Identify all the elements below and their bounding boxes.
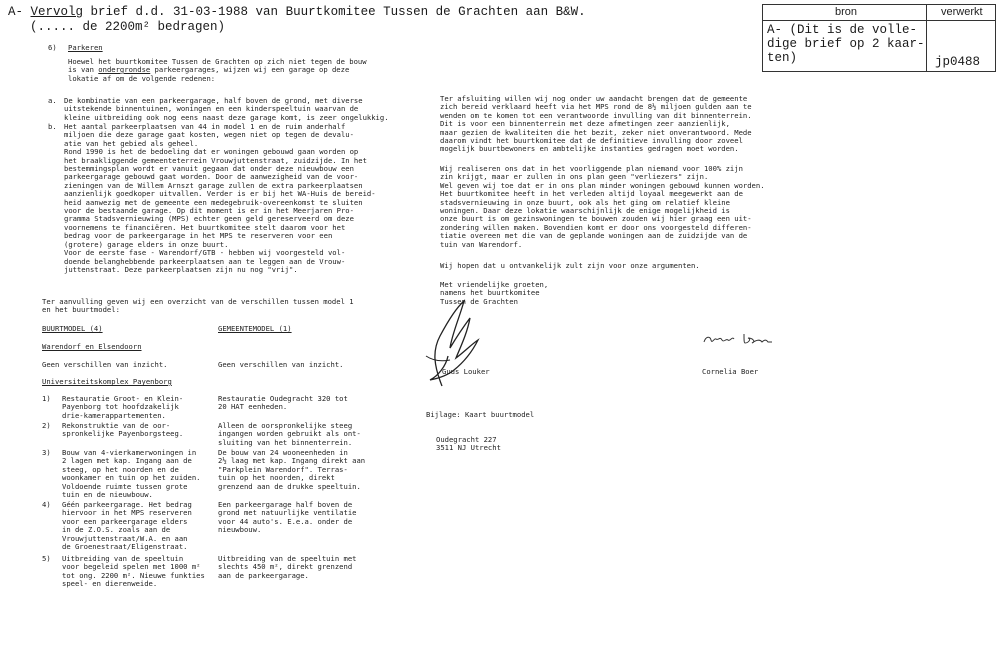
heading-prefix: A-: [8, 5, 31, 19]
heading-underlined: Vervolg: [30, 5, 84, 19]
closing-greeting: Met vriendelijke groeten, namens het buurtkomitee Tussen de Grachten: [440, 280, 549, 306]
signature-drawing-2: [700, 330, 780, 348]
overview-text: Ter aanvulling geven wij een overzicht van de verschillen tussen model 1 en het buurtmodel:: [42, 297, 354, 315]
row-5-num: 5): [42, 554, 51, 563]
intro-line-3: lokatie af om de volgende redenen:: [68, 74, 216, 83]
attachment-line: Bijlage: Kaart buurtmodel: [426, 410, 535, 419]
catalog-box: [762, 4, 996, 72]
col-header-gemeentemodel: GEMEENTEMODEL (1): [218, 324, 292, 333]
row-2-num: 2): [42, 421, 51, 430]
row-3-num: 3): [42, 448, 51, 457]
row-3-left: Bouw van 4-vierkamerwoningen in 2 lagen met kap. Ingang aan de steeg, op het noorden en de woonkamer en tuin op het zuiden. Voldoende ruimte tussen grote tuin en de nieuwbouw.: [62, 448, 201, 500]
row-1-num: 1): [42, 394, 51, 403]
section-number: 6): [48, 43, 57, 52]
item-a-label: a.: [48, 96, 57, 105]
area-title-warendorf: Warendorf en Elsendoorn: [42, 342, 142, 351]
row-4-num: 4): [42, 500, 51, 509]
catalog-note: A- (Dit is de volle- dige brief op 2 kaar- ten): [767, 23, 925, 65]
row-4-left: Géén parkeergarage. Het bedrag hiervoor in het MPS reserveren voor een parkeergarage elders in de Z.O.S. zoals aan de Vrouwjuttenstraat/W.A. en aan de Groenestraat/Eligenstraat.: [62, 500, 192, 552]
row-1-right: Restauratie Oudegracht 320 tot 20 HAT eenheden.: [218, 394, 348, 412]
row-5-right: Uitbreiding van de speeltuin met slechts 450 m², direkt grenzend aan de parkeergarage.: [218, 554, 357, 580]
item-a-text: De kombinatie van een parkeergarage, half boven de grond, met diverse uitstekende binnentuinen, woningen en een kinderspeeltuin waarvan de kleine uitbreiding ook nog eens naast deze garage komt, is zeer ongelukkig.: [64, 96, 389, 122]
intro-2-rest: parkeergarages, wijzen wij een garage op deze: [150, 65, 350, 74]
sender-address: Oudegracht 227 3511 NJ Utrecht: [436, 435, 501, 453]
closing-paragraph-2: Wij realiseren ons dat in het voorliggende plan niemand voor 100% zijn zin krijgt, maar er zullen in ons plan geen "verliezers" zijn. Wel geven wij toe dat er in ons plan minder woningen gebouwd kunnen worden. Het buurtkomitee heeft in het verleden altijd loyaal meegewerkt aan de stadsvernieuwing in onze buurt, ook als het ging om relatief kleine woningen. Daar deze lokatie waarschijnlijk de enige mogelijkheid is onze buurt is om gezinswoningen te bouwen zouden wij hier graag een uit- zondering willen maken. Bovendien komt er door ons voorgesteld differen- tiatie overeen met die van de geplande woningen aan de zuidzijde van de tuin van Warendorf.: [440, 164, 765, 249]
row-2-right: Alleen de oorspronkelijke steeg ingangen worden gebruikt als ont- sluiting van het binnenterrein.: [218, 421, 361, 447]
section-title: Parkeren: [68, 43, 103, 52]
signatory-name-2: Cornelia Boer: [702, 367, 759, 376]
area1-left: Geen verschillen van inzicht.: [42, 360, 168, 369]
catalog-divider-horizontal: [763, 20, 995, 21]
row-4-right: Een parkeergarage half boven de grond met natuurlijke ventilatie voor 44 auto's. E.e.a. onder de nieuwbouw.: [218, 500, 357, 535]
row-2-left: Rekonstruktie van de oor- spronkelijke Payenborgsteeg.: [62, 421, 184, 439]
signatory-name-1: Guus Louker: [442, 367, 490, 376]
item-b-text: Het aantal parkeerplaatsen van 44 in model 1 en de ruim anderhalf miljoen die deze garage gaat kosten, wegen niet op tegen de devalu- atie van het gebied als geheel. Rond 1990 is het de bedoeling dat er woningen gebouwd gaan worden op het braakliggende gemeenteterrein Vrouwjuttenstraat, zuidzijde. In het bestemmingsplan wordt er vanuit gegaan dat onder deze nieuwbouw een parkeergarage gebouwd gaat worden. Door de aanwezigheid van de voor- zieningen van de Willem Arnszt garage zullen de extra parkeerplaatsen aanzienlijk goedkoper uitvallen. Verder is er bij het WA-Huis de bereid- heid aanwezig met de gemeente een medegebruik-overeenkomst te sluiten voor de bestaande garage. Op dit moment is er in het Meerjaren Pro- gramma Stadsvernieuwing (MPS) echter geen geld gereserveerd om deze voornemens te financiëren. Het buurtkomitee stelt daarom voor het bedrag voor de parkeergarage in het MPS te reserveren voor een (grotere) garage elders in onze buurt. Voor de eerste fase - Warendorf/GTB - hebben wij voorgesteld vol- doende belanghebbende parkeerplaatsen aan te leggen aan de Vrouw- juttenstraat. Deze parkeerplaatsen zijn nu nog "vrij".: [64, 122, 376, 274]
heading-rest: brief d.d. 31-03-1988 van Buurtkomitee Tussen de Grachten aan B&W.: [83, 5, 586, 19]
catalog-col-processed: verwerkt: [941, 6, 983, 18]
area1-right: Geen verschillen van inzicht.: [218, 360, 344, 369]
catalog-divider-vertical: [926, 5, 927, 71]
signature-drawing-1: [412, 296, 492, 391]
intro-2-underlined: ondergrondse: [98, 65, 151, 74]
heading-subline: (..... de 2200m² bedragen): [30, 20, 226, 34]
catalog-id: jp0488: [935, 55, 981, 69]
catalog-col-source: bron: [835, 6, 858, 18]
row-3-right: De bouw van 24 wooneenheden in 2½ laag met kap. Ingang direkt aan "Parkplein Warendorf". Terras- tuin op het noorden, direkt grenzend aan de drukke speeltuin.: [218, 448, 366, 491]
intro-line-1: Hoewel het buurtkomitee Tussen de Grachten op zich niet tegen de bouw: [68, 57, 367, 66]
area-title-payenborg: Universiteitskomplex Payenborg: [42, 377, 172, 386]
letter-heading: [8, 5, 586, 20]
row-5-left: Uitbreiding van de speeltuin voor begeleid spelen met 1000 m² tot ong. 2200 m². Nieuwe funkties speel- en dierenweide.: [62, 554, 205, 589]
item-b-label: b.: [48, 122, 57, 131]
closing-paragraph-3: Wij hopen dat u ontvankelijk zult zijn voor onze argumenten.: [440, 261, 700, 270]
closing-paragraph-1: Ter afsluiting willen wij nog onder uw aandacht brengen dat de gemeente zich bereid verklaard heeft via het MPS rond de 8½ miljoen gulden aan te wenden om te komen tot een verantwoorde invulling van dit binnenterrein. Dit is voor een binnenterrein met deze afmetingen zeer aanzienlijk, maar gezien de kwaliteiten die het bezit, zeker niet onverantwoord. Mede daarom vindt het buurtkomitee dat de definitieve invulling door zoveel mogelijk buurtbewoners en ambtelijke instanties gedragen moet worden.: [440, 94, 752, 154]
row-1-left: Restauratie Groot- en Klein- Payenborg tot hoofdzakelijk drie-kamerappartementen.: [62, 394, 184, 420]
intro-2-prefix: is van: [68, 65, 99, 74]
col-header-buurtmodel: BUURTMODEL (4): [42, 324, 103, 333]
